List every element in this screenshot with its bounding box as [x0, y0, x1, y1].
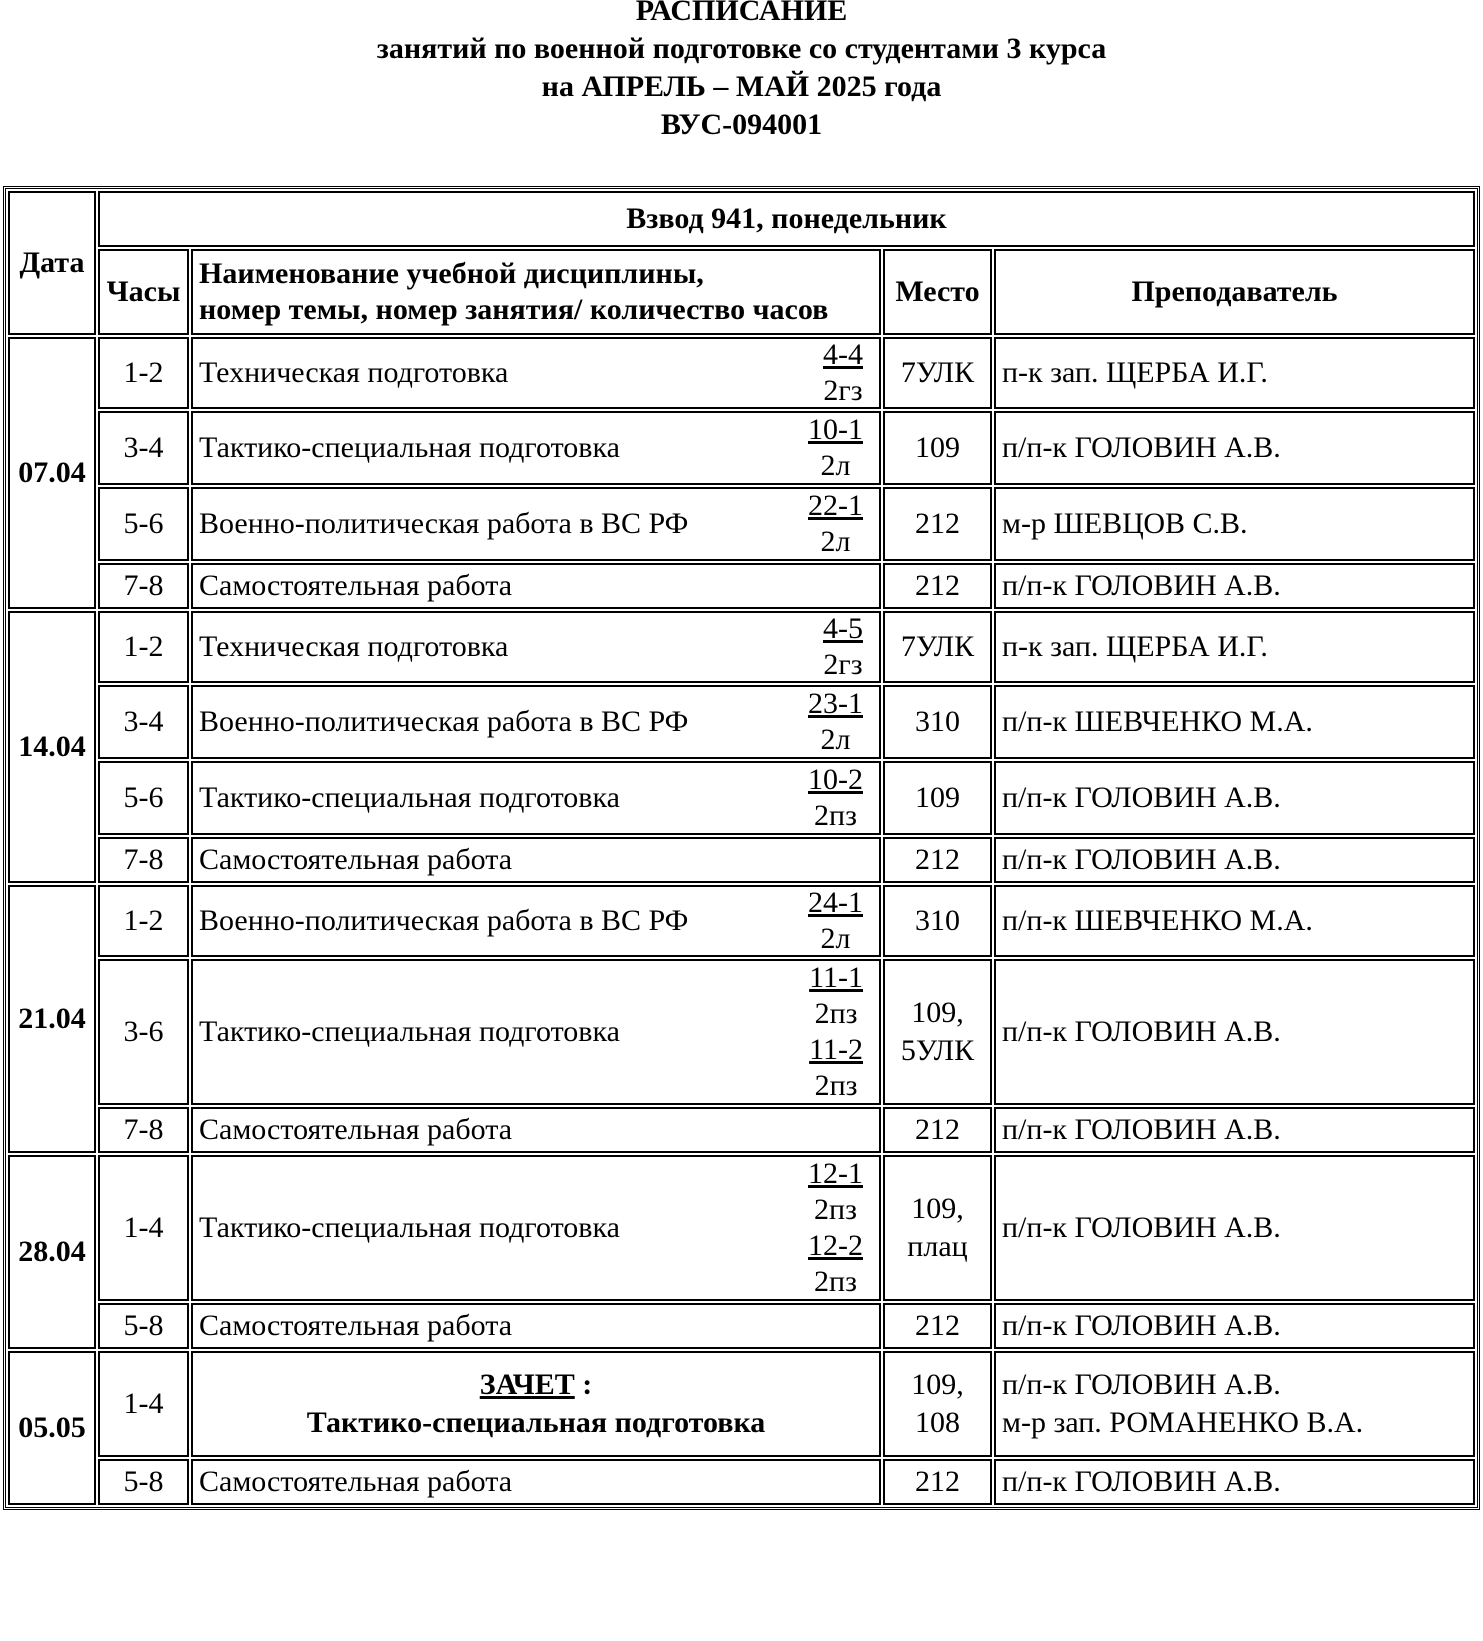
cell-line: 108 [915, 1406, 960, 1439]
hours-type: 2пз [814, 1193, 857, 1226]
discipline-cell [191, 959, 881, 1105]
cell-line: 7УЛК [900, 630, 975, 663]
column-header-date: Дата [8, 191, 96, 335]
cell-line: 109, [911, 1192, 964, 1225]
hours-type: 2пз [814, 997, 858, 1030]
hours-type: 2л [820, 723, 851, 756]
cell-line: 212 [915, 1309, 960, 1342]
cell-line: п/п-к ГОЛОВИН А.В. [1002, 1309, 1281, 1342]
cell-line: 212 [915, 569, 960, 602]
discipline-name: Техническая подготовка [199, 630, 509, 663]
discipline-cell [191, 411, 881, 485]
cell-line: п/п-к ГОЛОВИН А.В. [1002, 431, 1281, 464]
discipline-cell [191, 837, 881, 883]
cell-line: 310 [915, 705, 960, 738]
cell-line: п/п-к ГОЛОВИН А.В. [1002, 843, 1281, 876]
lesson-code [808, 762, 863, 834]
cell-line: 212 [915, 1113, 960, 1146]
hours-cell: 3-4 [98, 685, 189, 759]
schedule-row [8, 487, 1475, 561]
discipline-name: Тактико-специальная подготовка [199, 1211, 620, 1244]
schedule-row [8, 959, 1475, 1105]
hours-type: 2гз [823, 648, 863, 681]
hours-cell: 3-4 [98, 411, 189, 485]
cell-line: п/п-к ГОЛОВИН А.В. [1002, 1113, 1281, 1146]
column-header-hours: Часы [98, 249, 189, 335]
group-header: Взвод 941, понедельник [98, 191, 1475, 247]
teacher-cell [994, 1107, 1475, 1153]
teacher-cell [994, 837, 1475, 883]
topic-lesson-number: 4-4 [823, 338, 863, 371]
hours-cell: 1-2 [98, 611, 189, 683]
hours-cell: 5-8 [98, 1459, 189, 1505]
topic-lesson-number: 11-2 [809, 1033, 863, 1066]
lesson-code [808, 885, 863, 957]
cell-line: п/п-к ГОЛОВИН А.В. [1002, 1465, 1281, 1498]
discipline-cell [191, 337, 881, 409]
hours-type: 2пз [814, 1265, 857, 1298]
column-header-discipline [191, 249, 881, 335]
exam-title-line [193, 1366, 879, 1404]
hours-cell: 5-6 [98, 487, 189, 561]
place-cell [883, 611, 992, 683]
discipline-cell [191, 1107, 881, 1153]
date-cell: 05.05 [8, 1351, 96, 1505]
hours-type: 2л [820, 525, 851, 558]
hours-cell: 7-8 [98, 837, 189, 883]
discipline-cell [191, 761, 881, 835]
column-header-discipline-line2: номер темы, номер занятия/ количество часов [199, 293, 829, 326]
schedule-row [8, 1303, 1475, 1349]
topic-lesson-number: 4-5 [823, 612, 863, 645]
topic-lesson-number: 22-1 [808, 489, 863, 522]
cell-line: 109 [915, 431, 960, 464]
discipline-name: Военно-политическая работа в ВС РФ [199, 507, 689, 540]
cell-line: п-к зап. ЩЕРБА И.Г. [1002, 356, 1268, 389]
hours-type: 2л [820, 922, 851, 955]
cell-line: п-к зап. ЩЕРБА И.Г. [1002, 630, 1268, 663]
cell-line: 310 [915, 904, 960, 937]
date-cell: 21.04 [8, 885, 96, 1153]
schedule-body [8, 337, 1475, 1505]
cell-line: м-р ШЕВЦОВ С.В. [1002, 507, 1248, 540]
discipline-name: Самостоятельная работа [199, 569, 513, 602]
cell-line: м-р зап. РОМАНЕНКО В.А. [1002, 1406, 1364, 1439]
schedule-row [8, 685, 1475, 759]
exam-colon: : [574, 1368, 593, 1401]
hours-cell: 5-8 [98, 1303, 189, 1349]
place-cell [883, 1155, 992, 1301]
teacher-cell [994, 337, 1475, 409]
place-cell [883, 1351, 992, 1457]
lesson-code [809, 960, 863, 1104]
topic-lesson-number: 10-2 [808, 763, 863, 796]
topic-lesson-number: 12-2 [808, 1229, 863, 1262]
schedule-row [8, 837, 1475, 883]
date-cell: 07.04 [8, 337, 96, 609]
doc-period: на АПРЕЛЬ – МАЙ 2025 года [541, 70, 942, 103]
place-cell [883, 1459, 992, 1505]
lesson-code [808, 686, 863, 758]
discipline-name: Самостоятельная работа [199, 1113, 513, 1146]
discipline-cell [191, 885, 881, 957]
date-cell: 28.04 [8, 1155, 96, 1349]
discipline-name: Тактико-специальная подготовка [199, 781, 620, 814]
teacher-cell [994, 685, 1475, 759]
lesson-code [808, 488, 863, 560]
discipline-cell [191, 1155, 881, 1301]
discipline-cell [191, 563, 881, 609]
discipline-name: Самостоятельная работа [199, 843, 513, 876]
discipline-name: Самостоятельная работа [199, 1465, 513, 1498]
place-cell [883, 1303, 992, 1349]
hours-cell: 3-6 [98, 959, 189, 1105]
cell-line: плац [907, 1230, 968, 1263]
hours-cell: 7-8 [98, 1107, 189, 1153]
doc-specialty-code: ВУС-094001 [660, 108, 823, 141]
schedule-row [8, 1351, 1475, 1457]
teacher-cell [994, 885, 1475, 957]
schedule-row [8, 885, 1475, 957]
place-cell [883, 761, 992, 835]
column-header-discipline-line1: Наименование учебной дисциплины, [199, 257, 704, 290]
teacher-cell [994, 761, 1475, 835]
exam-cell [191, 1351, 881, 1457]
cell-line: 212 [915, 843, 960, 876]
cell-line: п/п-к ГОЛОВИН А.В. [1002, 1368, 1281, 1401]
schedule-header [0, 0, 1483, 144]
schedule-row [8, 1459, 1475, 1505]
place-cell [883, 959, 992, 1105]
place-cell [883, 1107, 992, 1153]
hours-cell: 1-4 [98, 1351, 189, 1457]
column-header-teacher: Преподаватель [994, 249, 1475, 335]
cell-line: п/п-к ГОЛОВИН А.В. [1002, 569, 1281, 602]
place-cell [883, 563, 992, 609]
hours-type: 2пз [814, 1069, 858, 1102]
discipline-name: Самостоятельная работа [199, 1309, 513, 1342]
schedule-row [8, 761, 1475, 835]
lesson-code [823, 611, 863, 683]
hours-type: 2л [820, 449, 851, 482]
schedule-row [8, 611, 1475, 683]
schedule-row [8, 411, 1475, 485]
discipline-name: Тактико-специальная подготовка [199, 431, 620, 464]
place-cell [883, 685, 992, 759]
doc-subtitle: занятий по военной подготовке со студентами 3 курса [376, 32, 1107, 65]
place-cell [883, 885, 992, 957]
hours-cell: 1-2 [98, 885, 189, 957]
doc-title: РАСПИСАНИЕ [635, 0, 848, 27]
hours-cell: 5-6 [98, 761, 189, 835]
teacher-cell [994, 1351, 1475, 1457]
cell-line: 7УЛК [900, 356, 975, 389]
discipline-name: Военно-политическая работа в ВС РФ [199, 705, 689, 738]
topic-lesson-number: 23-1 [808, 687, 863, 720]
cell-line: 109, [911, 1368, 964, 1401]
schedule-row [8, 563, 1475, 609]
teacher-cell [994, 959, 1475, 1105]
cell-line: 5УЛК [900, 1034, 975, 1067]
teacher-cell [994, 1155, 1475, 1301]
cell-line: п/п-к ГОЛОВИН А.В. [1002, 1015, 1281, 1048]
teacher-cell [994, 563, 1475, 609]
discipline-cell [191, 1459, 881, 1505]
cell-line: п/п-к ШЕВЧЕНКО М.А. [1002, 705, 1313, 738]
hours-type: 2пз [814, 799, 857, 832]
topic-lesson-number: 24-1 [808, 886, 863, 919]
cell-line: 109, [911, 996, 964, 1029]
cell-line: п/п-к ШЕВЧЕНКО М.А. [1002, 904, 1313, 937]
topic-lesson-number: 11-1 [809, 961, 863, 994]
topic-lesson-number: 12-1 [808, 1157, 863, 1190]
discipline-cell [191, 1303, 881, 1349]
discipline-cell [191, 611, 881, 683]
schedule-row [8, 1155, 1475, 1301]
lesson-code [823, 337, 863, 409]
cell-line: п/п-к ГОЛОВИН А.В. [1002, 1211, 1281, 1244]
exam-discipline: Тактико-специальная подготовка [306, 1406, 766, 1439]
schedule-row [8, 337, 1475, 409]
teacher-cell [994, 411, 1475, 485]
lesson-code [808, 412, 863, 484]
column-header-place: Место [883, 249, 992, 335]
place-cell [883, 837, 992, 883]
cell-line: 109 [915, 781, 960, 814]
schedule-row [8, 1107, 1475, 1153]
cell-line: 212 [915, 507, 960, 540]
lesson-code [808, 1156, 863, 1300]
exam-title: ЗАЧЕТ [479, 1368, 575, 1401]
schedule-table [3, 186, 1480, 1510]
topic-lesson-number: 10-1 [808, 413, 863, 446]
discipline-cell [191, 685, 881, 759]
hours-cell: 7-8 [98, 563, 189, 609]
date-cell: 14.04 [8, 611, 96, 883]
place-cell [883, 411, 992, 485]
hours-type: 2гз [823, 374, 863, 407]
cell-line: п/п-к ГОЛОВИН А.В. [1002, 781, 1281, 814]
teacher-cell [994, 611, 1475, 683]
discipline-name: Техническая подготовка [199, 356, 509, 389]
hours-cell: 1-4 [98, 1155, 189, 1301]
cell-line: 212 [915, 1465, 960, 1498]
teacher-cell [994, 1303, 1475, 1349]
discipline-cell [191, 487, 881, 561]
teacher-cell [994, 487, 1475, 561]
teacher-cell [994, 1459, 1475, 1505]
place-cell [883, 487, 992, 561]
discipline-name: Военно-политическая работа в ВС РФ [199, 904, 689, 937]
hours-cell: 1-2 [98, 337, 189, 409]
place-cell [883, 337, 992, 409]
discipline-name: Тактико-специальная подготовка [199, 1015, 620, 1048]
